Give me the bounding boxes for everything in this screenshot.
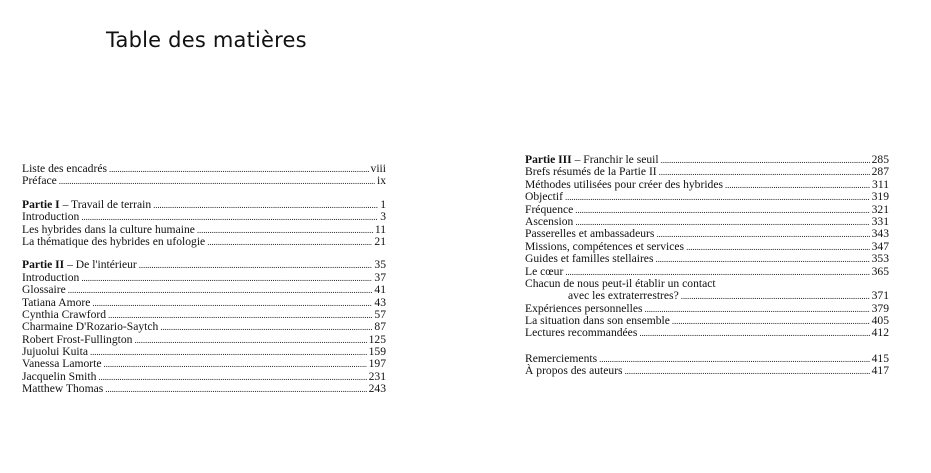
page-title: Table des matières <box>106 28 307 52</box>
toc-entry: À propos des auteurs . . . 417 <box>525 365 889 377</box>
toc-entry: Missions, compétences et services . . . 347 <box>525 241 889 253</box>
toc-entry: Glossaire . . . 41 <box>22 284 386 296</box>
toc-entry: Tatiana Amore . . . 43 <box>22 297 386 309</box>
toc-entry: Matthew Thomas . . . 243 <box>22 383 386 395</box>
toc-entry: Le cœur . . . 365 <box>525 266 889 278</box>
toc-column-right <box>525 154 889 378</box>
toc-entry: Jacquelin Smith . . . 231 <box>22 371 386 383</box>
toc-entry: Passerelles et ambassadeurs . . . 343 <box>525 228 889 240</box>
toc-entry: Brefs résumés de la Partie II . . . 287 <box>525 166 889 178</box>
part-label: Partie I <box>22 197 60 211</box>
toc-entry: Charmaine D'Rozario-Saytch . . . 87 <box>22 321 386 333</box>
toc-entry: Remerciements . . . 415 <box>525 353 889 365</box>
toc-entry: Introduction . . . 37 <box>22 272 386 284</box>
toc-entry: Les hybrides dans la culture humaine . . . 11 <box>22 224 386 236</box>
toc-part-heading: Partie III – Franchir le seuil . . . 285 <box>525 154 889 166</box>
toc-entry: Robert Frost-Fullington . . . 125 <box>22 334 386 346</box>
toc-column-left <box>22 163 386 396</box>
toc-entry: La situation dans son ensemble . . . 405 <box>525 315 889 327</box>
part-label: Partie II <box>22 258 65 272</box>
toc-part-heading: Partie II – De l'intérieur . . . 35 <box>22 259 386 271</box>
toc-entry: Ascension . . . 331 <box>525 216 889 228</box>
toc-part-heading: Partie I – Travail de terrain . . . 1 <box>22 199 386 211</box>
toc-entry: Expériences personnelles . . . 379 <box>525 303 889 315</box>
toc-entry: Lectures recommandées . . . 412 <box>525 327 889 339</box>
toc-entry: Introduction . . . 3 <box>22 211 386 223</box>
toc-entry: Fréquence . . . 321 <box>525 204 889 216</box>
toc-entry: Objectif . . . 319 <box>525 191 889 203</box>
toc-entry: Guides et familles stellaires . . . 353 <box>525 253 889 265</box>
toc-entry: avec les extraterrestres? . . . 371 <box>525 290 889 302</box>
toc-entry: Liste des encadrés . . . viii <box>22 163 386 175</box>
toc-entry-wrapped: Chacun de nous peut-il établir un contact <box>525 276 716 290</box>
toc-entry: Préface . . . ix <box>22 175 386 187</box>
part-label: Partie III <box>525 153 572 166</box>
toc-entry: Jujuolui Kuita . . . 159 <box>22 346 386 358</box>
toc-entry: Méthodes utilisées pour créer des hybrides . . . 311 <box>525 179 889 191</box>
toc-entry: Vanessa Lamorte . . . 197 <box>22 358 386 370</box>
toc-entry: Cynthia Crawford . . . 57 <box>22 309 386 321</box>
toc-entry: La thématique des hybrides en ufologie . . . 21 <box>22 236 386 248</box>
